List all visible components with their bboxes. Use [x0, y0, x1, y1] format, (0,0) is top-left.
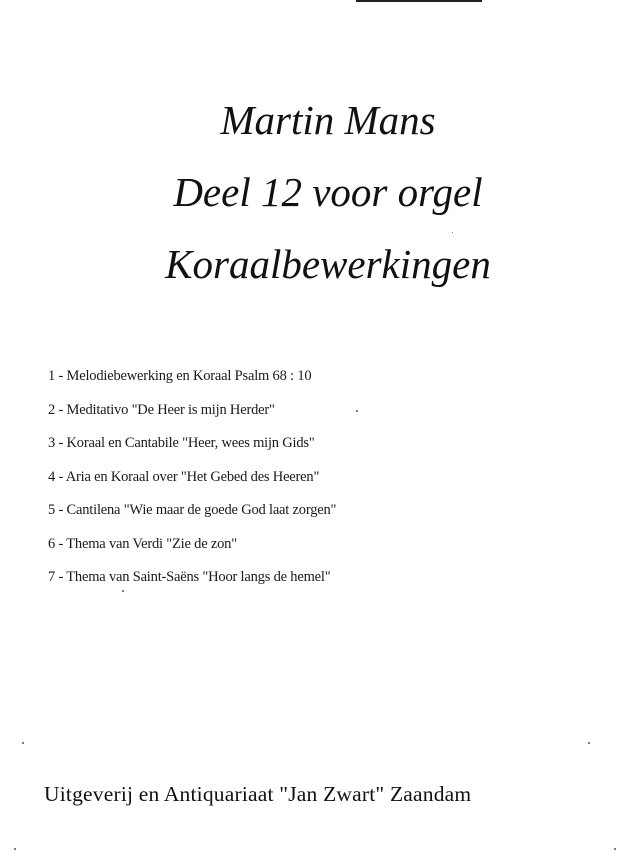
contents-item: 3 - Koraal en Cantabile "Heer, wees mijn Gids"	[48, 435, 315, 451]
top-rule	[356, 0, 482, 2]
contents-list	[48, 360, 608, 595]
contents-item: 1 - Melodiebewerking en Koraal Psalm 68 : 10	[48, 368, 312, 384]
scan-speck	[452, 232, 453, 233]
publisher-line: Uitgeverij en Antiquariaat "Jan Zwart" Zaandam	[44, 782, 472, 806]
contents-item: 2 - Meditativo "De Heer is mijn Herder"	[48, 401, 275, 418]
scan-speck	[588, 742, 590, 744]
title-block	[0, 84, 628, 300]
scan-speck	[14, 848, 16, 850]
composer-name: Martin Mans	[220, 97, 436, 143]
contents-item: 6 - Thema van Verdi "Zie de zon"	[48, 535, 237, 552]
contents-item: 4 - Aria en Koraal over "Het Gebed des Heeren"	[48, 468, 320, 485]
volume-title: Deel 12 voor orgel	[173, 169, 483, 215]
scan-speck	[356, 410, 358, 412]
contents-item: 7 - Thema van Saint-Saëns "Hoor langs de hemel"	[48, 569, 331, 585]
scan-speck	[22, 742, 24, 744]
scan-speck	[614, 848, 616, 850]
work-title: Koraalbewerkingen	[165, 241, 491, 287]
scan-speck	[122, 590, 124, 592]
contents-item: 5 - Cantilena "Wie maar de goede God laat zorgen"	[48, 502, 337, 518]
